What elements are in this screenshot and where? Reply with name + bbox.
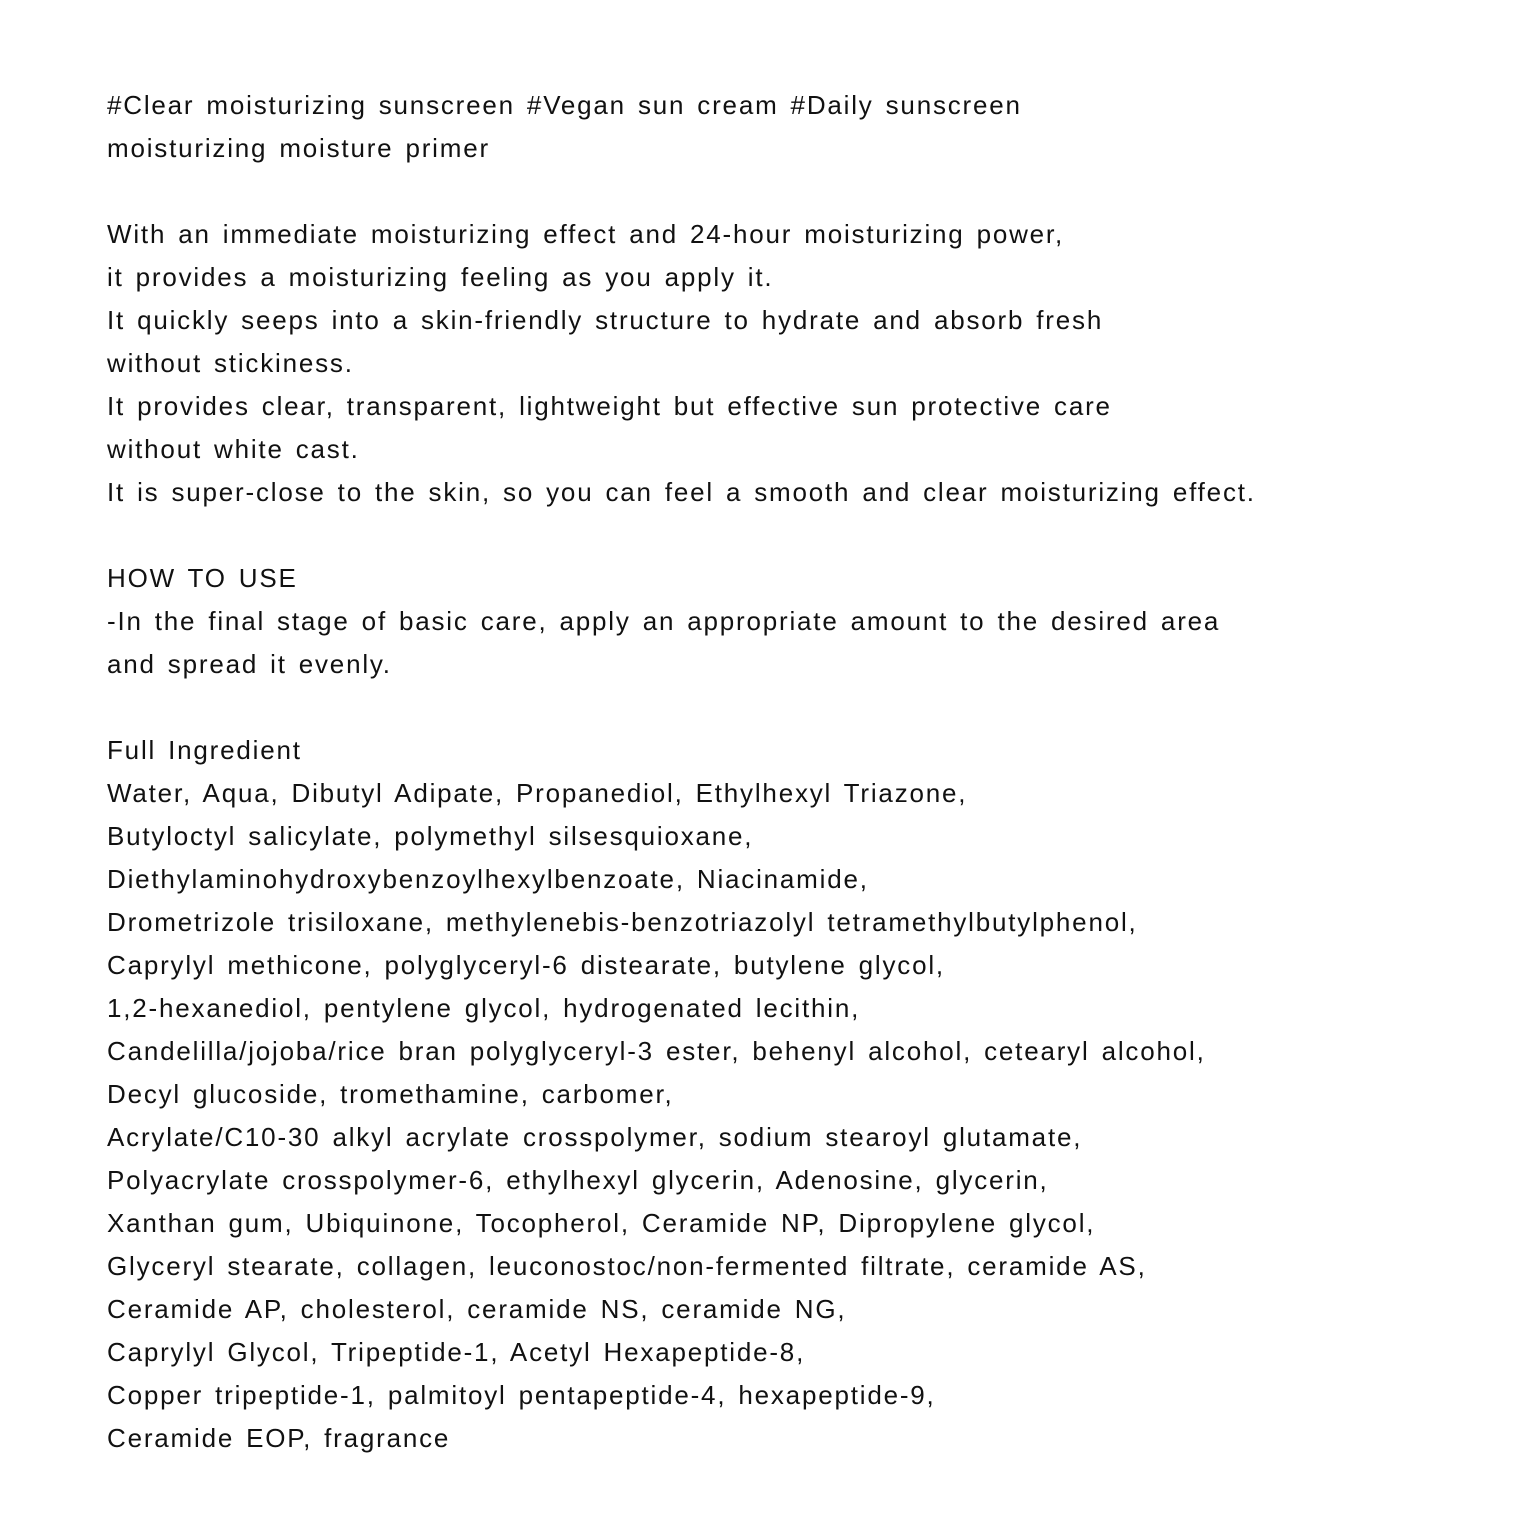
ingredient-line: Caprylyl methicone, polyglyceryl-6 distearate, butylene glycol, [107,950,945,980]
description-line: It quickly seeps into a skin-friendly structure to hydrate and absorb fresh [107,305,1104,335]
ingredient-line: Caprylyl Glycol, Tripeptide-1, Acetyl Hexapeptide-8, [107,1337,806,1367]
ingredient-line: Copper tripeptide-1, palmitoyl pentapeptide-4, hexapeptide-9, [107,1380,936,1410]
how-to-use-heading: HOW TO USE [107,563,298,593]
paragraph-spacer [107,514,1491,557]
hashtag-line: #Clear moisturizing sunscreen #Vegan sun cream #Daily sunscreen [107,90,1022,120]
ingredient-line: Acrylate/C10-30 alkyl acrylate crosspolymer, sodium stearoyl glutamate, [107,1122,1083,1152]
ingredient-line: Diethylaminohydroxybenzoylhexylbenzoate, Niacinamide, [107,864,869,894]
how-to-use-line: and spread it evenly. [107,649,392,679]
description-line: without stickiness. [107,348,354,378]
ingredient-line: Glyceryl stearate, collagen, leuconostoc/non-fermented filtrate, ceramide AS, [107,1251,1147,1281]
description-line: With an immediate moisturizing effect and 24-hour moisturizing power, [107,219,1064,249]
ingredient-line: Decyl glucoside, tromethamine, carbomer, [107,1079,674,1109]
description-line: It provides clear, transparent, lightweight but effective sun protective care [107,391,1112,421]
ingredient-line: Xanthan gum, Ubiquinone, Tocopherol, Ceramide NP, Dipropylene glycol, [107,1208,1096,1238]
ingredient-line: 1,2-hexanediol, pentylene glycol, hydrogenated lecithin, [107,993,861,1023]
paragraph-spacer [107,170,1491,213]
description-line: it provides a moisturizing feeling as you apply it. [107,262,774,292]
ingredient-line: Polyacrylate crosspolymer-6, ethylhexyl glycerin, Adenosine, glycerin, [107,1165,1049,1195]
description-line: without white cast. [107,434,360,464]
ingredient-line: Butyloctyl salicylate, polymethyl silsesquioxane, [107,821,754,851]
how-to-use-line: -In the final stage of basic care, apply an appropriate amount to the desired area [107,606,1221,636]
description-line: It is super-close to the skin, so you can feel a smooth and clear moisturizing effect. [107,477,1256,507]
ingredients-heading: Full Ingredient [107,735,302,765]
ingredient-line: Drometrizole trisiloxane, methylenebis-benzotriazolyl tetramethylbutylphenol, [107,907,1138,937]
ingredient-line: Candelilla/jojoba/rice bran polyglyceryl-3 ester, behenyl alcohol, cetearyl alcohol, [107,1036,1206,1066]
ingredient-line: Ceramide EOP, fragrance [107,1423,451,1453]
ingredient-line: Ceramide AP, cholesterol, ceramide NS, ceramide NG, [107,1294,847,1324]
hashtag-line: moisturizing moisture primer [107,133,490,163]
ingredient-line: Water, Aqua, Dibutyl Adipate, Propanediol, Ethylhexyl Triazone, [107,778,968,808]
paragraph-spacer [107,686,1491,729]
